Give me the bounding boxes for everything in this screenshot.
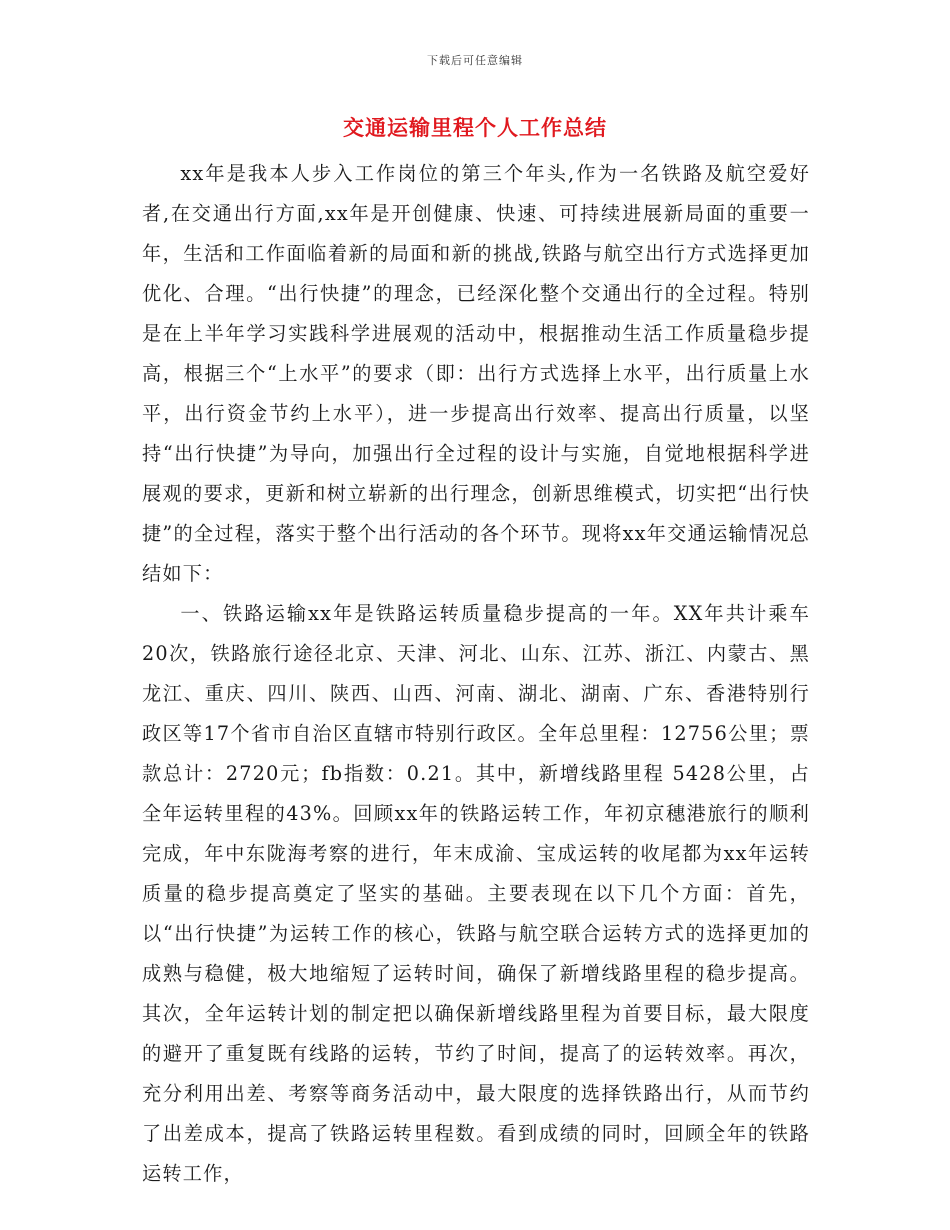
header-note: 下载后可任意编辑 (427, 54, 523, 67)
document-title: 交通运输里程个人工作总结 (343, 115, 607, 140)
paragraph-intro: xx年是我本人步入工作岗位的第三个年头,作为一名铁路及航空爱好者,在交通出行方面,xx年是开创健康、快速、可持续进展新局面的重要一年，生活和工作面临着新的局面和新的挑战,铁路与航空出行方式选择更加优化、合理。“出行快捷”的理念，已经深化整个交通出行的全过程。特别是在上半年学习实践科学进展观的活动中，根据推动生活工作质量稳步提高，根据三个“上水平”的要求（即：出行方式选择上水平，出行质量上水平，出行资金节约上水平），进一步提高出行效率、提高出行质量，以坚持“出行快捷”为导向，加强出行全过程的设计与实施，自觉地根据科学进展观的要求，更新和树立崭新的出行理念，创新思维模式，切实把“出行快捷”的全过程，落实于整个出行活动的各个环节。现将xx年交通运输情况总结如下： (142, 162, 810, 585)
paragraph-railway: 一、铁路运输xx年是铁路运转质量稳步提高的一年。XX年共计乘车20次，铁路旅行途径北京、天津、河北、山东、江苏、浙江、内蒙古、黑龙江、重庆、四川、陕西、山西、河南、湖北、湖南、广东、香港特别行政区等17个省市自治区直辖市特别行政区。全年总里程：12756公里；票款总计：2720元；fb指数：0.21。其中，新增线路里程 5428公里，占全年运转里程的43%。回顾xx年的铁路运转工作，年初京穗港旅行的顺利完成，年中东陇海考察的进行，年末成渝、宝成运转的收尾都为xx年运转质量的稳步提高奠定了坚实的基础。主要表现在以下几个方面：首先，以“出行快捷”为运转工作的核心，铁路与航空联合运转方式的选择更加的成熟与稳健，极大地缩短了运转时间，确保了新增线路里程的稳步提高。其次，全年运转计划的制定把以确保新增线路里程为首要目标，最大限度的避开了重复既有线路的运转，节约了时间，提高了的运转效率。再次，充分利用出差、考察等商务活动中，最大限度的选择铁路出行，从而节约了出差成本，提高了铁路运转里程数。看到成绩的同时，回顾全年的铁路运转工作， (142, 602, 810, 1185)
document-body (142, 154, 810, 1194)
